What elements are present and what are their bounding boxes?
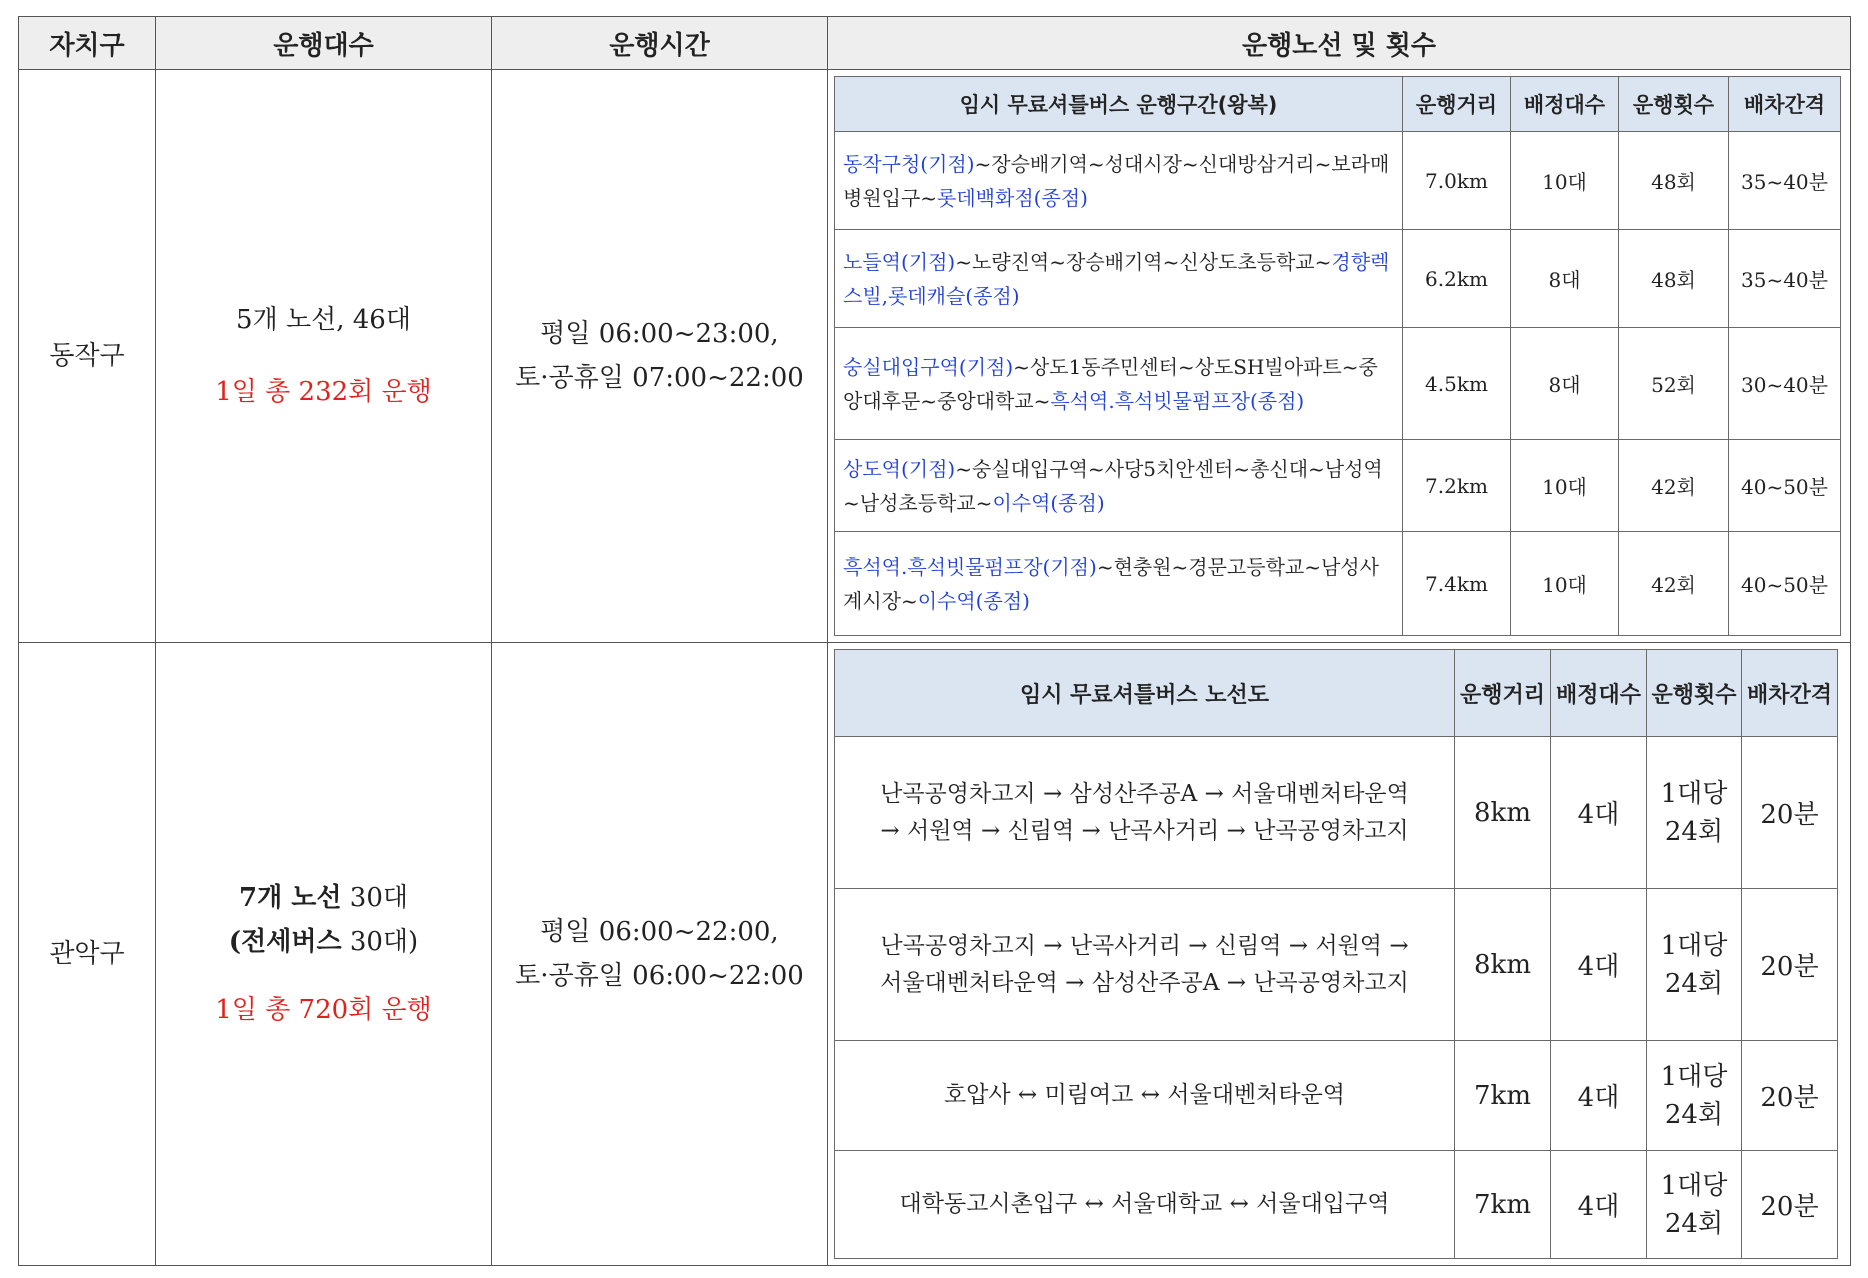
runs-per-bus: 1대당 xyxy=(1660,778,1728,809)
dongjak-total-runs: 1일 총 232회 운행 xyxy=(215,377,432,407)
gwanak-bus-count: 30대 xyxy=(349,883,408,913)
header-routes: 운행노선 및 횟수 xyxy=(828,17,1851,70)
route-start: 노들역(기점) xyxy=(843,249,956,274)
route-description xyxy=(835,328,1403,440)
table-row xyxy=(835,737,1838,889)
route-distance: 7.2km xyxy=(1403,440,1511,532)
header-hours: 운행시간 xyxy=(492,17,828,70)
dongjak-vehicles: 5개 노선, 46대 xyxy=(236,305,411,335)
route-description xyxy=(835,737,1455,889)
route-interval: 40~50분 xyxy=(1729,440,1841,532)
route-end: 이수역(종점) xyxy=(992,490,1105,515)
col-route: 임시 무료셔틀버스 운행구간(왕복) xyxy=(835,77,1403,132)
route-runs: 42회 xyxy=(1619,440,1729,532)
route-runs xyxy=(1647,1151,1742,1259)
route-distance: 7km xyxy=(1455,1151,1551,1259)
col-interval: 배차간격 xyxy=(1742,650,1838,737)
table-row xyxy=(835,889,1838,1041)
route-runs xyxy=(1647,1041,1742,1151)
table-row xyxy=(835,440,1841,532)
route-vehicles: 10대 xyxy=(1511,532,1619,636)
route-middle: ~현충원~경문고등학교~남성사계시장~ xyxy=(843,554,1379,613)
route-distance: 8km xyxy=(1455,737,1551,889)
route-middle: ~장승배기역~성대시장~신대방삼거리~보라매병원입구~ xyxy=(843,151,1390,210)
table-row xyxy=(835,328,1841,440)
gwanak-total-runs: 1일 총 720회 운행 xyxy=(215,995,432,1025)
route-line-1: 호압사 ↔ 미림여고 ↔ 서울대벤처타운역 xyxy=(943,1082,1346,1108)
header-row xyxy=(19,17,1851,70)
dongjak-hours-weekday: 평일 06:00~23:00, xyxy=(540,319,779,349)
route-distance: 7.0km xyxy=(1403,132,1511,230)
gwanak-charter-count: 30대) xyxy=(349,927,419,957)
runs-count: 24회 xyxy=(1664,968,1724,999)
dongjak-vehicles-cell xyxy=(156,70,492,643)
gwanak-route-header xyxy=(835,650,1838,737)
route-distance: 8km xyxy=(1455,889,1551,1041)
route-interval: 40~50분 xyxy=(1729,532,1841,636)
gwanak-vehicles-cell xyxy=(156,643,492,1266)
route-distance: 4.5km xyxy=(1403,328,1511,440)
route-vehicles: 8대 xyxy=(1511,230,1619,328)
route-interval: 35~40분 xyxy=(1729,230,1841,328)
gwanak-vehicles xyxy=(156,876,491,920)
gwanak-charter-label: (전세버스 xyxy=(228,927,342,957)
runs-count: 24회 xyxy=(1664,1208,1724,1239)
route-end: 이수역(종점) xyxy=(917,588,1030,613)
route-vehicles: 4대 xyxy=(1551,1041,1647,1151)
runs-count: 24회 xyxy=(1664,1099,1724,1130)
route-interval: 30~40분 xyxy=(1729,328,1841,440)
route-description xyxy=(835,230,1403,328)
route-vehicles: 10대 xyxy=(1511,132,1619,230)
route-vehicles: 10대 xyxy=(1511,440,1619,532)
dongjak-route-header xyxy=(835,77,1841,132)
table-row xyxy=(835,230,1841,328)
dongjak-routes-cell xyxy=(828,70,1851,643)
route-distance: 6.2km xyxy=(1403,230,1511,328)
route-end: 흑석역.흑석빗물펌프장(종점) xyxy=(1050,388,1305,413)
col-vehicles: 배정대수 xyxy=(1551,650,1647,737)
header-vehicles: 운행대수 xyxy=(156,17,492,70)
runs-per-bus: 1대당 xyxy=(1660,930,1728,961)
route-end: 경향렉스빌,롯데캐슬(종점) xyxy=(843,249,1390,308)
gwanak-charter xyxy=(156,920,491,964)
route-middle: ~노량진역~장승배기역~신상도초등학교~ xyxy=(955,249,1332,274)
runs-count: 24회 xyxy=(1664,816,1724,847)
dongjak-route-table xyxy=(834,76,1841,636)
route-runs: 52회 xyxy=(1619,328,1729,440)
route-line-2: 서울대벤처타운역 → 삼성산주공A → 난곡공영차고지 xyxy=(880,969,1409,996)
route-runs xyxy=(1647,889,1742,1041)
gwanak-row xyxy=(19,643,1851,1266)
gwanak-district: 관악구 xyxy=(19,643,156,1266)
route-description xyxy=(835,889,1455,1041)
route-vehicles: 4대 xyxy=(1551,1151,1647,1259)
route-vehicles: 8대 xyxy=(1511,328,1619,440)
gwanak-hours-weekday: 평일 06:00~22:00, xyxy=(540,917,779,947)
col-interval: 배차간격 xyxy=(1729,77,1841,132)
route-vehicles: 4대 xyxy=(1551,737,1647,889)
table-row xyxy=(835,1151,1838,1259)
col-vehicles: 배정대수 xyxy=(1511,77,1619,132)
route-line-1: 대학동고시촌입구 ↔ 서울대학교 ↔ 서울대입구역 xyxy=(899,1191,1390,1217)
route-interval: 20분 xyxy=(1742,1041,1838,1151)
route-description xyxy=(835,1151,1455,1259)
route-start: 숭실대입구역(기점) xyxy=(843,354,1014,379)
gwanak-route-count: 7개 노선 xyxy=(239,883,342,913)
route-middle: ~숭실대입구역~사당5치안센터~총신대~남성역~남성초등학교~ xyxy=(843,456,1383,515)
route-start: 흑석역.흑석빗물펌프장(기점) xyxy=(843,554,1097,579)
header-district: 자치구 xyxy=(19,17,156,70)
table-row xyxy=(835,132,1841,230)
gwanak-routes-cell xyxy=(828,643,1851,1266)
col-distance: 운행거리 xyxy=(1403,77,1511,132)
col-route-map: 임시 무료셔틀버스 노선도 xyxy=(835,650,1455,737)
col-distance: 운행거리 xyxy=(1455,650,1551,737)
route-runs: 48회 xyxy=(1619,132,1729,230)
col-runs: 운행횟수 xyxy=(1647,650,1742,737)
route-description xyxy=(835,1041,1455,1151)
table-row xyxy=(835,532,1841,636)
gwanak-hours-cell xyxy=(492,643,828,1266)
dongjak-row xyxy=(19,70,1851,643)
route-runs: 42회 xyxy=(1619,532,1729,636)
gwanak-hours-weekend: 토·공휴일 06:00~22:00 xyxy=(515,961,804,991)
route-distance: 7km xyxy=(1455,1041,1551,1151)
route-interval: 20분 xyxy=(1742,889,1838,1041)
route-end: 롯데백화점(종점) xyxy=(937,185,1088,210)
route-interval: 35~40분 xyxy=(1729,132,1841,230)
dongjak-hours-weekend: 토·공휴일 07:00~22:00 xyxy=(515,363,804,393)
runs-per-bus: 1대당 xyxy=(1660,1170,1728,1201)
route-middle: ~상도1동주민센터~상도SH빌아파트~중앙대후문~중앙대학교~ xyxy=(843,354,1378,413)
dongjak-hours-cell xyxy=(492,70,828,643)
route-interval: 20분 xyxy=(1742,737,1838,889)
route-start: 상도역(기점) xyxy=(843,456,956,481)
route-distance: 7.4km xyxy=(1403,532,1511,636)
gwanak-route-table xyxy=(834,649,1838,1259)
route-interval: 20분 xyxy=(1742,1151,1838,1259)
runs-per-bus: 1대당 xyxy=(1660,1061,1728,1092)
route-runs: 48회 xyxy=(1619,230,1729,328)
shuttle-schedule-table xyxy=(18,16,1851,1266)
col-runs: 운행횟수 xyxy=(1619,77,1729,132)
route-line-1: 난곡공영차고지 → 삼성산주공A → 서울대벤처타운역 xyxy=(880,780,1409,807)
route-runs xyxy=(1647,737,1742,889)
route-description xyxy=(835,132,1403,230)
route-line-1: 난곡공영차고지 → 난곡사거리 → 신림역 → 서원역 → xyxy=(880,932,1409,959)
route-vehicles: 4대 xyxy=(1551,889,1647,1041)
route-start: 동작구청(기점) xyxy=(843,151,975,176)
table-row xyxy=(835,1041,1838,1151)
route-description xyxy=(835,532,1403,636)
dongjak-district: 동작구 xyxy=(19,70,156,643)
route-description xyxy=(835,440,1403,532)
route-line-2: → 서원역 → 신림역 → 난곡사거리 → 난곡공영차고지 xyxy=(880,817,1409,844)
